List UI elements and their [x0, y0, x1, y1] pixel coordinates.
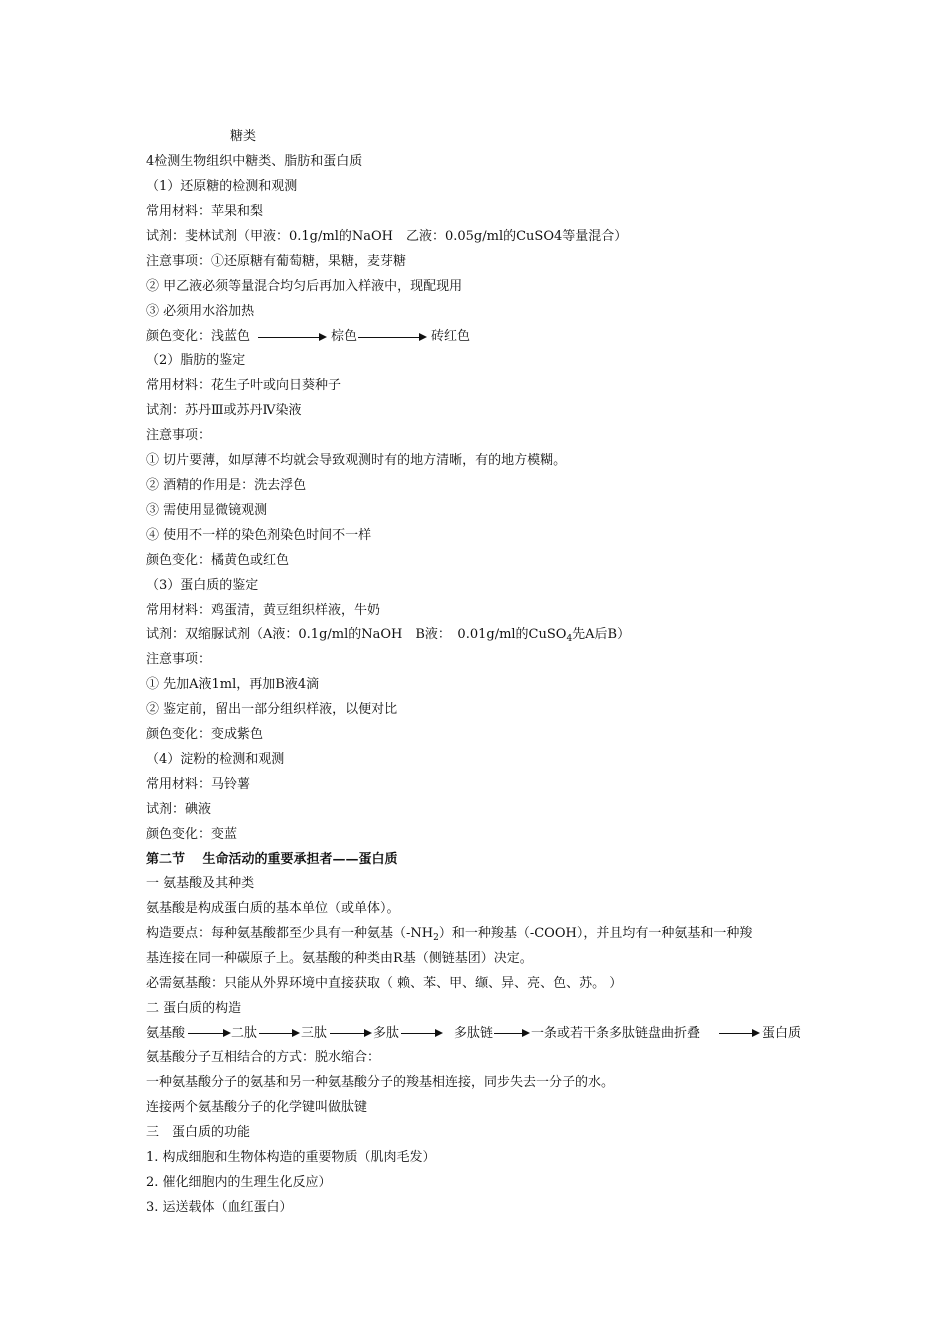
- flow-step: 三肽: [301, 1026, 328, 1041]
- fat-notes-title: 注意事项：: [146, 428, 212, 443]
- fat-title: （2）脂肪的鉴定: [146, 353, 246, 368]
- arrow-right-icon: [435, 1029, 443, 1037]
- fat-notes-3: ③ 需使用显微镜观测: [146, 503, 268, 518]
- flow-step: 蛋白质: [762, 1026, 802, 1041]
- arrow-line: [401, 1033, 436, 1034]
- protein-reagent-sub: 4: [566, 634, 573, 644]
- arrow-right-icon: [223, 1029, 231, 1037]
- arrow-right-icon: [752, 1029, 760, 1037]
- amino-line-4: 必需氨基酸：只能从外界环境中直接获取（ 赖、苯、甲、缬、异、亮、色、苏。 ）: [146, 976, 623, 991]
- section2-title: 第二节 生命活动的重要承担者——蛋白质: [146, 852, 398, 867]
- protein-notes-1: ① 先加A液1ml，再加B液4滴: [146, 677, 320, 692]
- amino-line-2-sub: 2: [433, 933, 439, 943]
- protein-material: 常用材料：鸡蛋清，黄豆组织样液，牛奶: [146, 603, 381, 618]
- amino-title: 一 氨基酸及其种类: [146, 876, 255, 891]
- starch-title: （4）淀粉的检测和观测: [146, 752, 285, 767]
- arrow-line: [258, 337, 320, 338]
- flow-step: 二肽: [231, 1026, 258, 1041]
- reducing-sugar-material: 常用材料：苹果和梨: [146, 204, 264, 219]
- protein-notes-title: 注意事项：: [146, 652, 212, 667]
- color-flow-start: 颜色变化：浅蓝色: [146, 329, 251, 344]
- amino-line-2-pre: 构造要点：每种氨基酸都至少具有一种氨基（-NH: [146, 926, 434, 941]
- function-item: 2. 催化细胞内的生理生化反应）: [146, 1175, 332, 1190]
- color-flow-mid: 棕色: [331, 329, 358, 344]
- arrow-line: [259, 1033, 293, 1034]
- structure-line-3: 连接两个氨基酸分子的化学键叫做肽键: [146, 1100, 368, 1115]
- amino-line-1: 氨基酸是构成蛋白质的基本单位（或单体）。: [146, 901, 400, 916]
- fat-color: 颜色变化：橘黄色或红色: [146, 553, 290, 568]
- arrow-right-icon: [522, 1029, 530, 1037]
- arrow-right-icon: [319, 333, 327, 341]
- amino-line-2: [146, 926, 752, 942]
- arrow-right-icon: [364, 1029, 372, 1037]
- arrow-line: [358, 337, 420, 338]
- flow-step: 多肽链: [454, 1026, 494, 1041]
- flow-step: 氨基酸: [146, 1026, 186, 1041]
- protein-reagent-pre: 试剂：双缩脲试剂（A液：0.1g/ml的NaOH B液： 0.01g/ml的CuSO: [146, 627, 567, 642]
- starch-material: 常用材料：马铃薯: [146, 777, 251, 792]
- starch-color: 颜色变化：变蓝: [146, 827, 238, 842]
- reducing-sugar-notes-1: 注意事项：①还原糖有葡萄糖，果糖，麦芽糖: [146, 254, 407, 269]
- protein-reagent-post: 先A后B）: [572, 627, 631, 642]
- structure-line-1: 氨基酸分子互相结合的方式：脱水缩合：: [146, 1050, 381, 1065]
- fat-notes-4: ④ 使用不一样的染色剂染色时间不一样: [146, 528, 372, 543]
- flow-step: 一条或若干条多肽链盘曲折叠: [531, 1026, 701, 1041]
- structure-title: 二 蛋白质的构造: [146, 1001, 242, 1016]
- protein-reagent: [146, 627, 630, 643]
- fat-reagent: 试剂：苏丹Ⅲ或苏丹Ⅳ染液: [146, 403, 302, 418]
- arrow-line: [494, 1033, 523, 1034]
- amino-line-3: 基连接在同一种碳原子上。氨基酸的种类由R基（侧链基团）决定。: [146, 951, 533, 966]
- reducing-sugar-notes-3: ③ 必须用水浴加热: [146, 304, 255, 319]
- flow-step: 多肽: [373, 1026, 400, 1041]
- protein-notes-2: ② 鉴定前，留出一部分组织样液，以便对比: [146, 702, 398, 717]
- starch-reagent: 试剂：碘液: [146, 802, 212, 817]
- fat-notes-2: ② 酒精的作用是：洗去浮色: [146, 478, 307, 493]
- amino-line-2-post: ）和一种羧基（-COOH），并且均有一种氨基和一种羧: [438, 926, 753, 941]
- arrow-right-icon: [419, 333, 427, 341]
- fat-material: 常用材料：花生子叶或向日葵种子: [146, 378, 342, 393]
- fat-notes-1: ① 切片要薄，如厚薄不均就会导致观测时有的地方清晰，有的地方模糊。: [146, 453, 567, 468]
- reducing-sugar-reagent: 试剂：斐林试剂（甲液：0.1g/ml的NaOH 乙液：0.05g/ml的CuSO4等量混合）: [146, 229, 628, 244]
- arrow-line: [719, 1033, 753, 1034]
- arrow-right-icon: [292, 1029, 300, 1037]
- function-item: 3. 运送载体（血红蛋白）: [146, 1200, 293, 1215]
- function-item: 1. 构成细胞和生物体构造的重要物质（肌肉毛发）: [146, 1150, 436, 1165]
- structure-line-2: 一种氨基酸分子的氨基和另一种氨基酸分子的羧基相连接，同步失去一分子的水。: [146, 1075, 615, 1090]
- function-title: 三 蛋白质的功能: [146, 1125, 251, 1140]
- reducing-sugar-title: （1）还原糖的检测和观测: [146, 179, 298, 194]
- heading-sugar: 糖类: [230, 129, 257, 144]
- protein-title: （3）蛋白质的鉴定: [146, 578, 259, 593]
- color-flow-end: 砖红色: [431, 329, 471, 344]
- arrow-line: [330, 1033, 365, 1034]
- protein-color: 颜色变化：变成紫色: [146, 727, 264, 742]
- reducing-sugar-notes-2: ② 甲乙液必须等量混合均匀后再加入样液中，现配现用: [146, 279, 463, 294]
- arrow-line: [188, 1033, 224, 1034]
- section4-title: 4检测生物组织中糖类、脂肪和蛋白质: [146, 154, 363, 169]
